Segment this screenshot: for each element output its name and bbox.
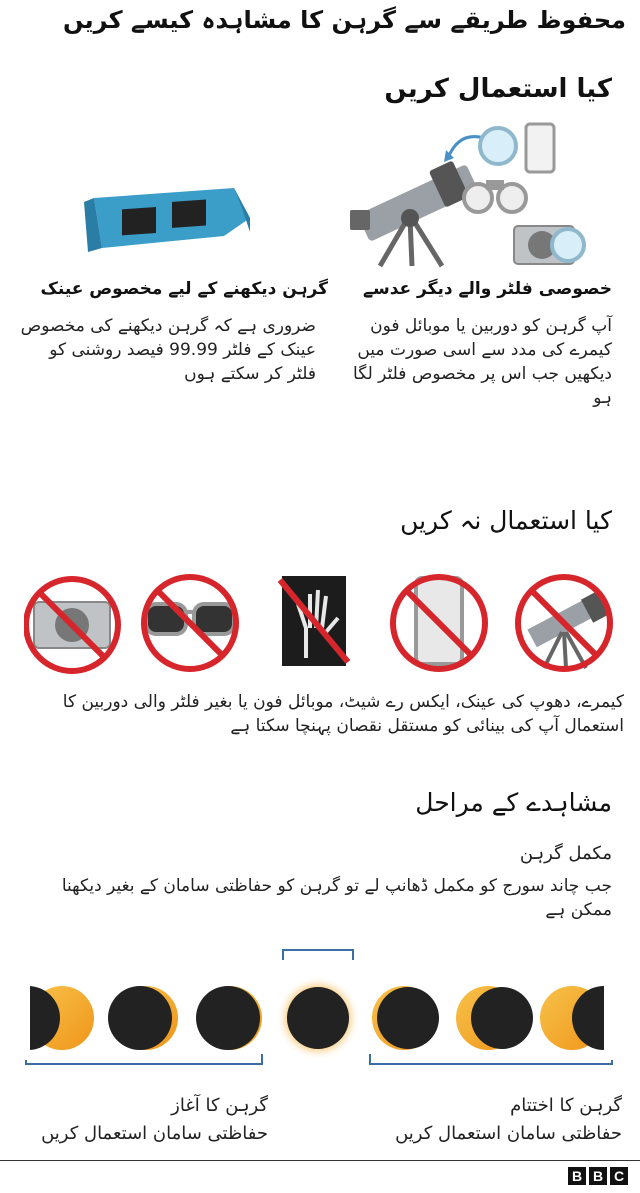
total-eclipse-text: جب چاند سورج کو مکمل ڈھانپ لے تو گرہن کو حفاظتی سامان کے بغیر دیکھنا ممکن ہے — [61, 876, 612, 920]
eclipse-phases — [0, 946, 640, 1076]
end-text: حفاظتی سامان استعمال کریں — [395, 1123, 622, 1144]
bbc-logo-c: C — [610, 1167, 628, 1185]
telescope-lenses-illustration — [340, 118, 610, 268]
phase-total — [276, 976, 360, 1060]
total-eclipse-label: مکمل گرہن — [519, 843, 612, 864]
glasses-text: ضروری ہے کہ گرہن دیکھنے کی مخصوص عینک کے فلٹر 99.99 فیصد روشنی کو فلٹر کر سکتے ہوں — [20, 316, 316, 384]
lenses-label: خصوصی فلٹر والے دیگر عدسے — [363, 279, 612, 299]
dont-use-heading: کیا استعمال نہ کریں — [400, 506, 612, 535]
phase-sun-6 — [456, 986, 533, 1050]
dont-use-text: کیمرے، دھوپ کی عینک، ایکس رے شیٹ، موبائل فون یا بغیر فلٹر والی دوربین کا استعمال آپ کی بینائی کو مستقل نقصان پہنچا سکتا ہے — [62, 692, 624, 736]
bbc-logo — [568, 1167, 628, 1185]
no-phone-icon — [393, 577, 485, 669]
phase-sun-3 — [196, 986, 262, 1050]
glasses-label: گرہن دیکھنے کے لیے مخصوص عینک — [40, 279, 328, 299]
dont-use-icons-row — [24, 568, 624, 678]
start-text: حفاظتی سامان استعمال کریں — [41, 1123, 268, 1144]
no-sunglasses-icon — [144, 577, 236, 669]
end-label: گرہن کا اختتام — [510, 1095, 622, 1116]
bbc-logo-b2: B — [589, 1167, 607, 1185]
camera-icon — [514, 226, 584, 264]
telescope-icon — [350, 160, 479, 266]
start-label: گرہن کا آغاز — [171, 1095, 268, 1116]
page-title: محفوظ طریقے سے گرہن کا مشاہدہ کیسے کریں — [63, 6, 626, 34]
binoculars-icon — [464, 180, 526, 212]
eclipse-glasses-illustration — [84, 178, 254, 268]
lenses-text: آپ گرہن کو دوربین یا موبائل فون کیمرے کی مدد سے اسی صورت میں دیکھیں جب اس پر مخصوص فلٹر لگا ہو — [353, 316, 612, 408]
no-camera-icon — [26, 579, 118, 671]
footer-divider — [0, 1160, 640, 1161]
no-telescope-icon — [518, 577, 610, 669]
stages-heading: مشاہدے کے مراحل — [415, 788, 612, 817]
use-heading: کیا استعمال کریں — [384, 74, 612, 104]
no-xray-icon — [280, 576, 348, 666]
bbc-logo-b1: B — [568, 1167, 586, 1185]
phase-sun-5 — [372, 986, 439, 1050]
phase-sun-2 — [108, 986, 178, 1050]
